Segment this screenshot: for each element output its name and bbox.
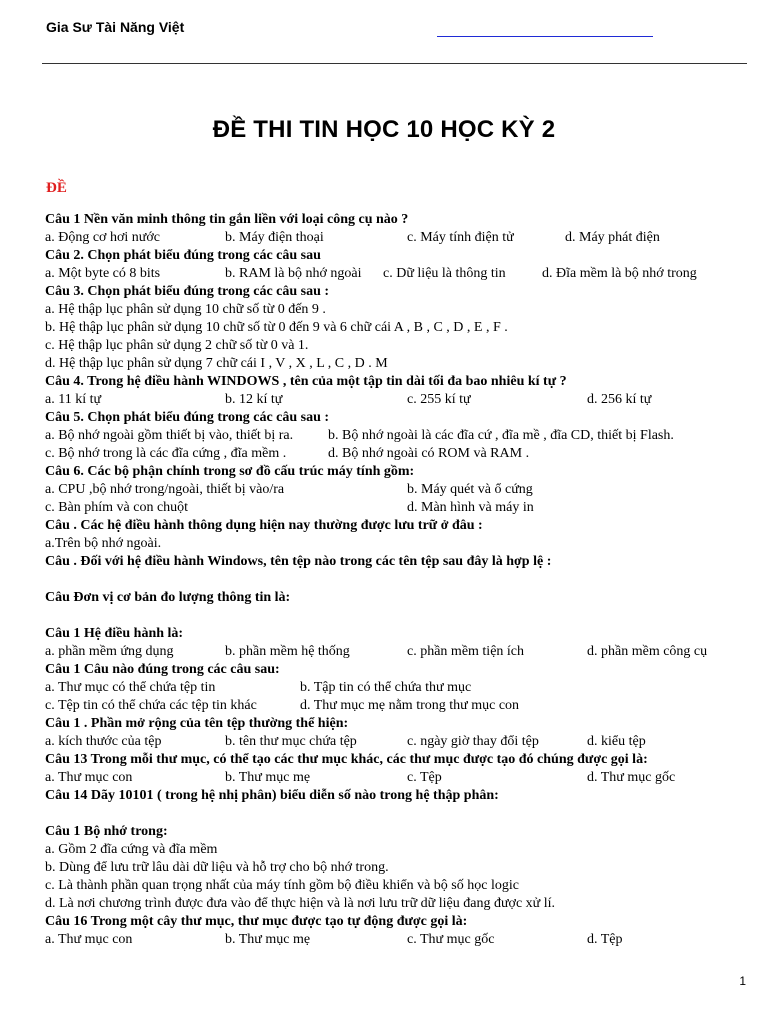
answer-option: b. Bộ nhớ ngoài là các đĩa cứ , đĩa mề , đĩa CD, thiết bị Flash. [328, 428, 674, 443]
answer-option: d. Máy phát điện [565, 230, 660, 245]
answer-options-row [45, 427, 755, 445]
answer-option: c. Là thành phần quan trọng nhất của máy tính gồm bộ điều khiển và bộ số học logic [45, 878, 519, 893]
answer-option: c. Hệ thập lục phân sử dụng 2 chữ số từ 0 và 1. [45, 338, 309, 353]
answer-option: c. Tệp tin có thể chứa các tệp tin khác [45, 698, 257, 713]
answer-options-row [45, 769, 755, 787]
question-heading: Câu 14 Dãy 10101 ( trong hệ nhị phân) biểu diễn số nào trong hệ thập phân: [45, 788, 499, 803]
question-heading: Câu 1 Câu nào đúng trong các câu sau: [45, 662, 280, 677]
answer-option: b. Máy điện thoại [225, 230, 324, 245]
answer-option: d. Bộ nhớ ngoài có ROM và RAM . [328, 446, 530, 461]
answer-option: c. Dữ liệu là thông tin [383, 266, 506, 281]
answer-option: a. Động cơ hơi nước [45, 230, 160, 245]
answer-option: d. kiểu tệp [587, 734, 646, 749]
answer-options-row [45, 931, 755, 949]
question-heading: Câu . Đối với hệ điều hành Windows, tên tệp nào trong các tên tệp sau đây là hợp lệ : [45, 554, 552, 569]
answer-option: a. Thư mục con [45, 770, 133, 785]
answer-options-row [45, 733, 755, 751]
page-title: ĐỀ THI TIN HỌC 10 HỌC KỲ 2 [212, 116, 556, 143]
answer-option: d. Màn hình và máy in [407, 500, 534, 515]
answer-option: c. ngày giờ thay đổi tệp [407, 734, 539, 749]
answer-option: b. Thư mục mẹ [225, 932, 311, 947]
answer-option: a. 11 kí tự [45, 392, 102, 407]
answer-option: a. Một byte có 8 bits [45, 266, 161, 281]
question-heading: Câu 1 Bộ nhớ trong: [45, 824, 168, 839]
answer-option: b. Thư mục mẹ [225, 770, 311, 785]
answer-option: b. Dùng để lưu trữ lâu dài dữ liệu và hỗ trợ cho bộ nhớ trong. [45, 860, 389, 875]
question-heading: Câu 4. Trong hệ điều hành WINDOWS , tên của một tập tin dài tối đa bao nhiêu kí tự ? [45, 374, 567, 389]
answer-option: b. phần mềm hệ thống [225, 644, 350, 659]
answer-option: d. Đĩa mềm là bộ nhớ trong [542, 266, 697, 281]
answer-option: a. CPU ,bộ nhớ trong/ngoài, thiết bị vào/ra [45, 482, 285, 497]
answer-option: c. phần mềm tiện ích [407, 644, 525, 659]
blank-line [45, 571, 755, 589]
answer-options-row [45, 229, 755, 247]
answer-option: c. Tệp [407, 770, 442, 785]
answer-option: d. phần mềm công cụ [587, 644, 708, 659]
page-number: 1 [739, 974, 746, 988]
answer-options-row [45, 697, 755, 715]
answer-option: d. Hệ thập lục phân sử dụng 7 chữ cái I , V , X , L , C , D . M [45, 356, 388, 371]
answer-option: a. Bộ nhớ ngoài gồm thiết bị vào, thiết bị ra. [45, 428, 294, 443]
answer-options-row [45, 265, 755, 283]
answer-options-row [45, 679, 755, 697]
question-heading: Câu 1 Hệ điều hành là: [45, 626, 184, 641]
answer-option: b. 12 kí tự [225, 392, 283, 407]
answer-option: d. Tệp [587, 932, 623, 947]
section-label: ĐỀ [46, 180, 67, 196]
answer-option: b. Tập tin có thể chứa thư mục [300, 680, 472, 695]
header-link-underline[interactable] [437, 36, 653, 37]
answer-option: d. Thư mục mẹ nằm trong thư mục con [300, 698, 520, 713]
answer-option: b. RAM là bộ nhớ ngoài [225, 266, 362, 281]
answer-option: a. Thư mục có thể chứa tệp tin [45, 680, 216, 695]
answer-option: c. Thư mục gốc [407, 932, 495, 947]
answer-option: a. phần mềm ứng dụng [45, 644, 174, 659]
answer-options-row [45, 499, 755, 517]
question-heading: Câu . Các hệ điều hành thông dụng hiện nay thường được lưu trữ ở đâu : [45, 518, 483, 533]
answer-options-row [45, 391, 755, 409]
answer-options-row [45, 445, 755, 463]
answer-option: b. tên thư mục chứa tệp [225, 734, 357, 749]
blank-line [45, 607, 755, 625]
question-heading: Câu 13 Trong mỗi thư mục, có thể tạo các thư mục khác, các thư mục được tạo đó chúng được gọi là: [45, 752, 648, 767]
answer-option: d. 256 kí tự [587, 392, 652, 407]
question-heading: Câu 1 Nền văn minh thông tin gắn liền với loại công cụ nào ? [45, 212, 409, 227]
answer-option: a. Hệ thập lục phân sử dụng 10 chữ số từ 0 đến 9 . [45, 302, 326, 317]
answer-option: c. Bàn phím và con chuột [45, 500, 189, 515]
question-heading: Câu 2. Chọn phát biểu đúng trong các câu sau [45, 248, 321, 263]
header-divider [42, 63, 747, 64]
exam-content [45, 211, 755, 949]
question-heading: Câu 16 Trong một cây thư mục, thư mục được tạo tự động được gọi là: [45, 914, 468, 929]
answer-option: a.Trên bộ nhớ ngoài. [45, 536, 162, 551]
answer-option: d. Là nơi chương trình được đưa vào để thực hiện và là nơi lưu trữ dữ liệu đang được xử lí. [45, 896, 556, 911]
question-heading: Câu 5. Chọn phát biểu đúng trong các câu sau : [45, 410, 330, 425]
answer-option: b. Hệ thập lục phân sử dụng 10 chữ số từ 0 đến 9 và 6 chữ cái A , B , C , D , E , F . [45, 320, 508, 335]
answer-option: c. Máy tính điện tử [407, 230, 514, 245]
answer-option: a. Gồm 2 đĩa cứng và đĩa mềm [45, 842, 218, 857]
answer-option: c. Bộ nhớ trong là các đĩa cứng , đĩa mềm . [45, 446, 287, 461]
answer-option: d. Thư mục gốc [587, 770, 676, 785]
answer-option: a. kích thước của tệp [45, 734, 162, 749]
answer-option: a. Thư mục con [45, 932, 133, 947]
answer-options-row [45, 481, 755, 499]
answer-option: b. Máy quét và ổ cứng [407, 482, 533, 497]
answer-option: c. 255 kí tự [407, 392, 471, 407]
question-heading: Câu Đơn vị cơ bản đo lượng thông tin là: [45, 590, 291, 605]
question-heading: Câu 1 . Phần mở rộng của tên tệp thường thể hiện: [45, 716, 349, 731]
answer-options-row [45, 643, 755, 661]
question-heading: Câu 3. Chọn phát biểu đúng trong các câu sau : [45, 284, 330, 299]
question-heading: Câu 6. Các bộ phận chính trong sơ đồ cấu trúc máy tính gồm: [45, 464, 415, 479]
header-brand: Gia Sư Tài Năng Việt [46, 19, 185, 35]
blank-line [45, 805, 755, 823]
